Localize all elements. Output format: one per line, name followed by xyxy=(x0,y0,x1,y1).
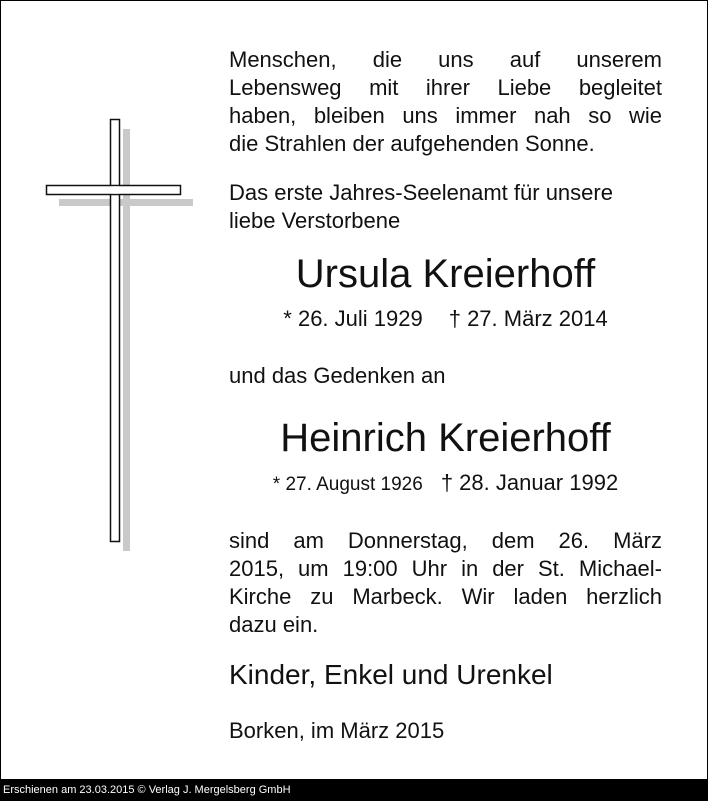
place-date: Borken, im März 2015 xyxy=(229,718,445,743)
death-date-2: † 28. Januar 1992 xyxy=(440,470,619,495)
deceased-name-1: Ursula Kreierhoff xyxy=(295,252,596,296)
deceased-name-2: Heinrich Kreierhoff xyxy=(280,416,611,460)
intro-poem xyxy=(229,46,662,158)
intro-line: Menschen, die uns auf unserem xyxy=(229,47,662,72)
announcement xyxy=(229,179,662,235)
deceased-dates-2 xyxy=(229,469,662,500)
birth-date-2: * 27. August 1926 xyxy=(272,474,423,495)
connector-text: und das Gedenken an xyxy=(229,363,446,388)
service-details xyxy=(229,527,662,639)
publication-footer: Erschienen am 23.03.2015 © Verlag J. Mergelsberg GmbH xyxy=(3,784,291,796)
service-line: 2015, um 19:00 Uhr in der St. Michael- xyxy=(229,556,662,581)
intro-line: die Strahlen der aufgehenden Sonne. xyxy=(229,131,595,156)
birth-date-1: * 26. Juli 1929 xyxy=(283,306,423,331)
death-date-1: † 27. März 2014 xyxy=(448,306,608,331)
service-line: sind am Donnerstag, dem 26. März xyxy=(229,528,662,553)
intro-line: Lebensweg mit ihrer Liebe begleitet xyxy=(229,75,662,100)
cross-icon xyxy=(1,1,201,561)
signature: Kinder, Enkel und Urenkel xyxy=(229,659,553,690)
intro-line: haben, bleiben uns immer nah so wie xyxy=(229,103,662,128)
deceased-dates-1 xyxy=(229,305,662,333)
service-line: dazu ein. xyxy=(229,612,319,637)
announcement-line: liebe Verstorbene xyxy=(229,208,401,233)
service-line: Kirche zu Marbeck. Wir laden herzlich xyxy=(229,584,662,609)
announcement-line: Das erste Jahres-Seelenamt für unsere xyxy=(229,180,613,205)
